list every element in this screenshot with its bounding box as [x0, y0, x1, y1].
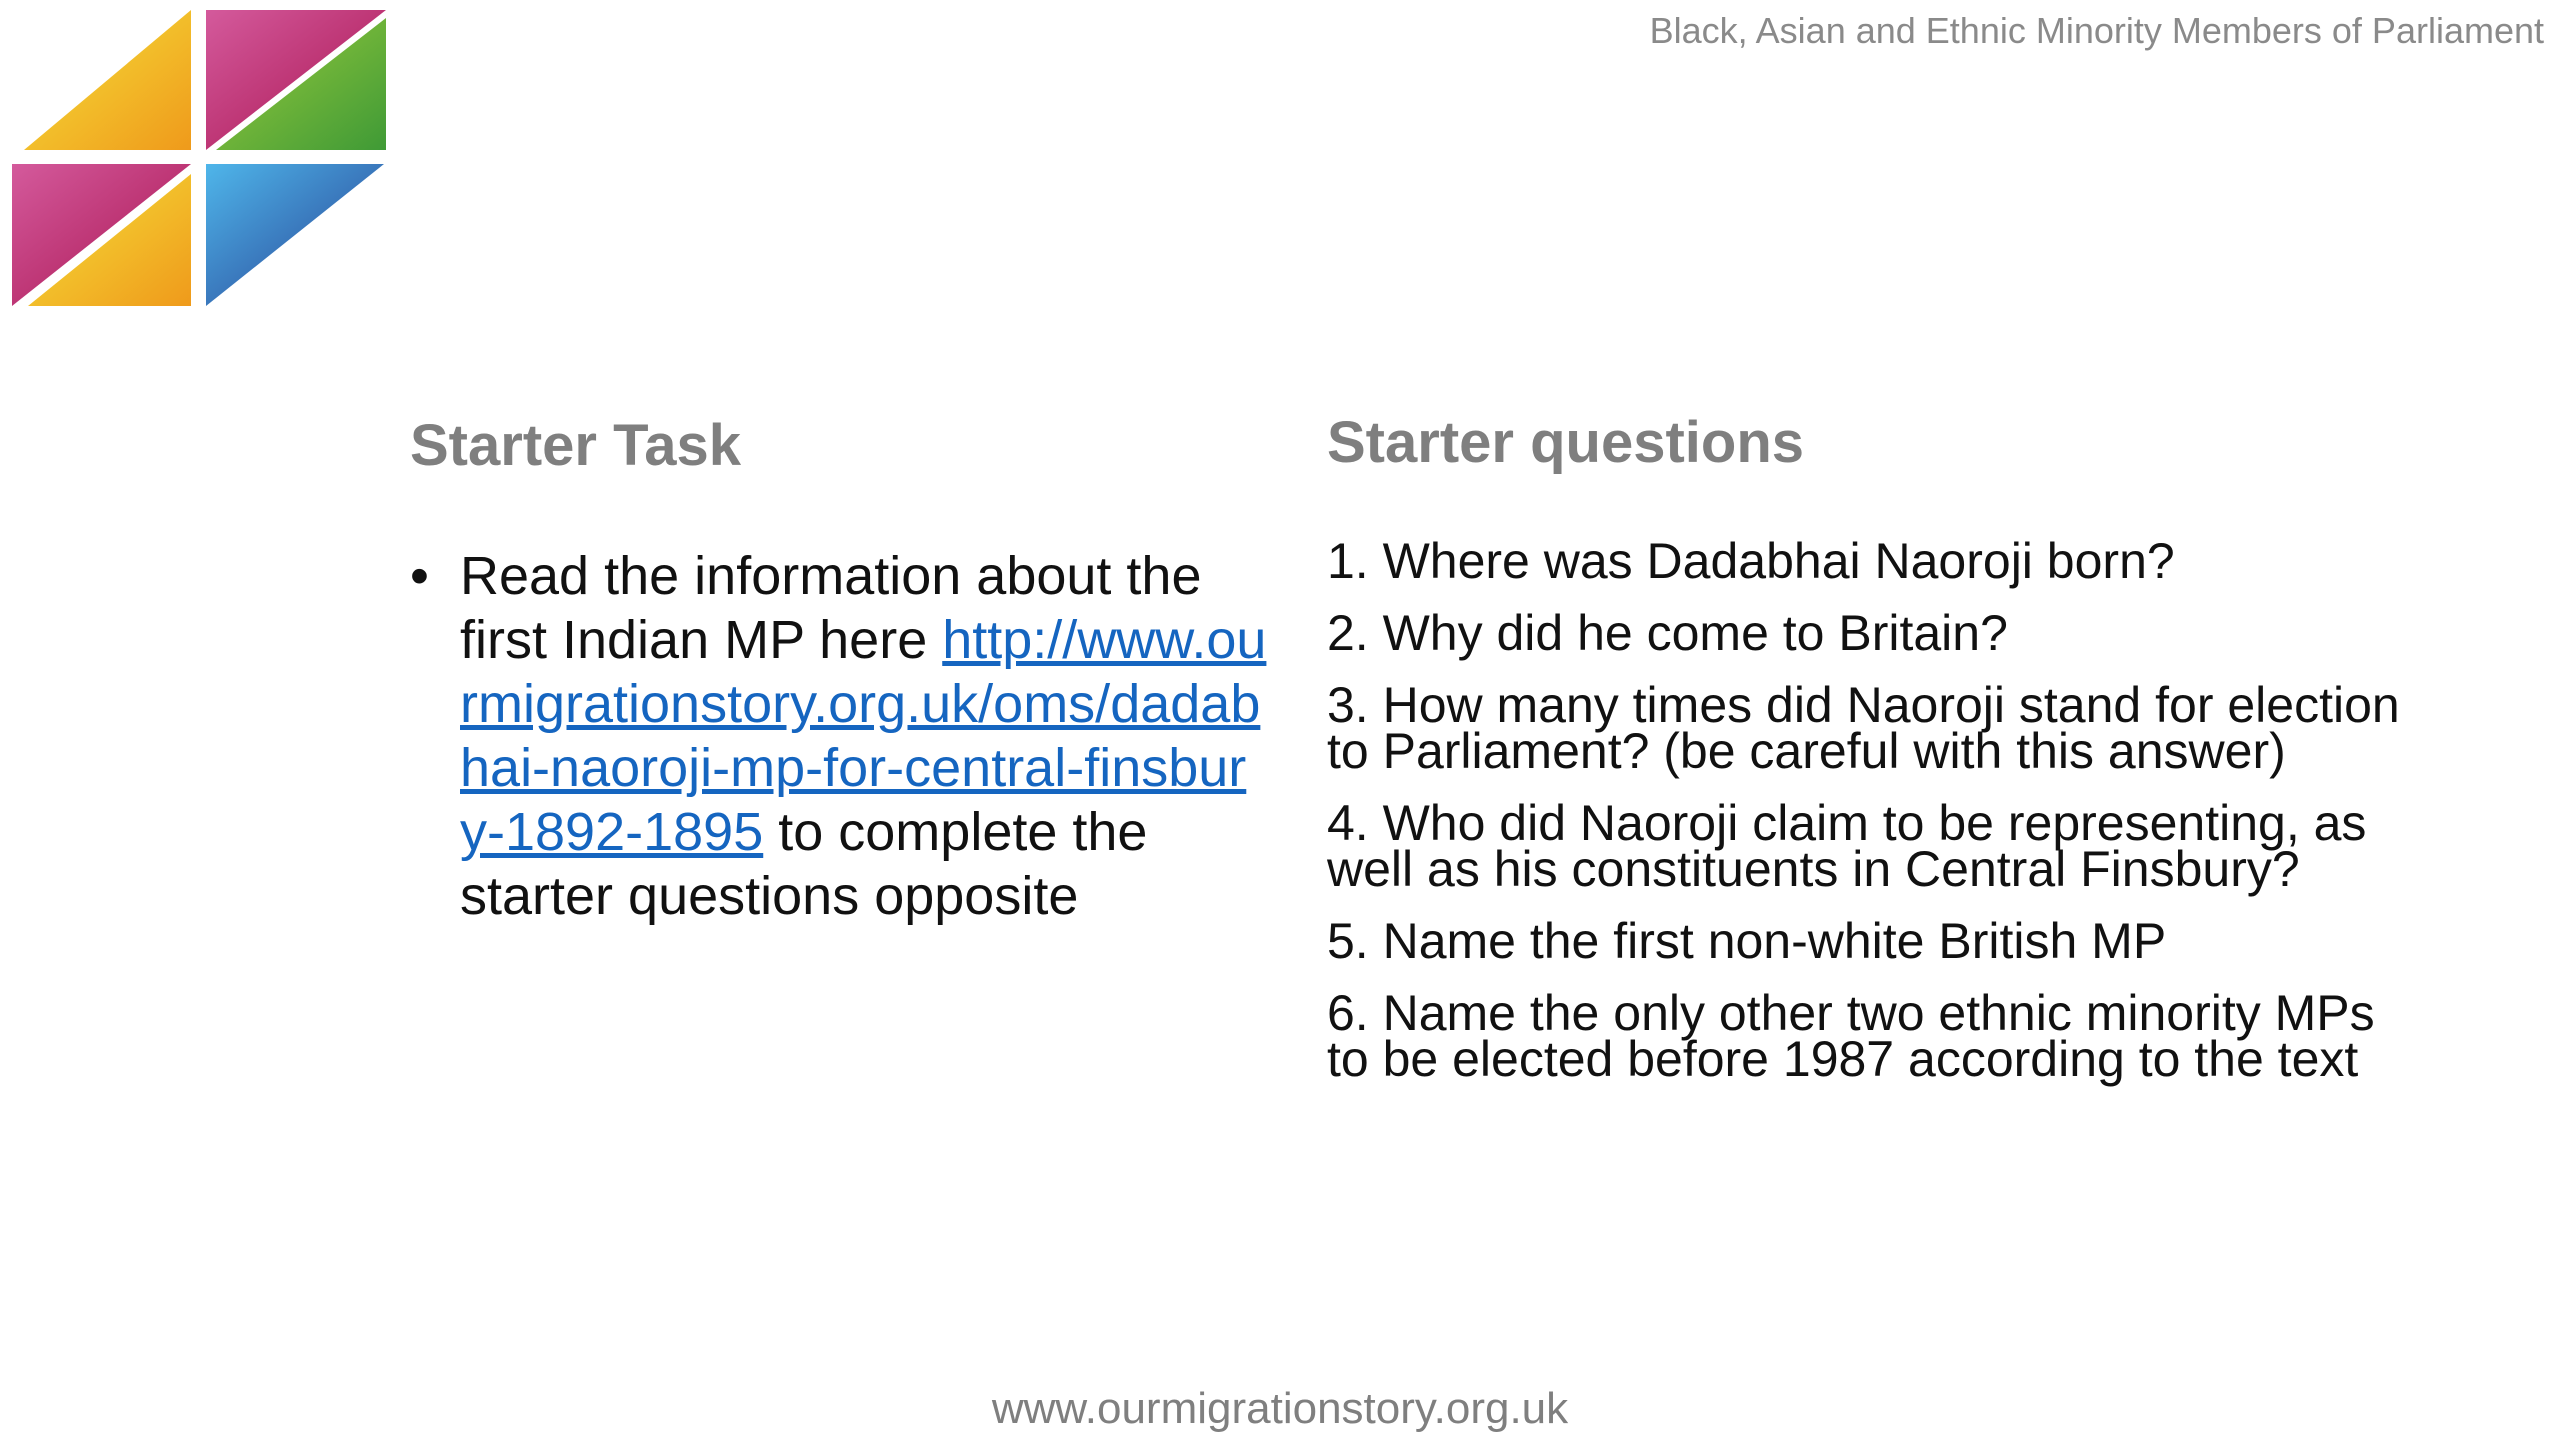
starter-task-body: [410, 544, 1270, 928]
questions-list: [1327, 533, 2427, 1108]
footer-url: www.ourmigrationstory.org.uk: [991, 1384, 1569, 1433]
presentation-title: Black, Asian and Ethnic Minority Members of Parliament: [1649, 10, 2544, 51]
question-item: 2. Why did he come to Britain?: [1327, 605, 2008, 661]
task-text-before: Read the information about the first Indian MP here: [460, 546, 1202, 670]
logo-mark: [8, 4, 392, 312]
question-item: 1. Where was Dadabhai Naoroji born?: [1327, 533, 2175, 589]
question-item: 5. Name the first non-white British MP: [1327, 913, 2167, 969]
bullet: •: [410, 546, 429, 606]
starter-task-heading: Starter Task: [410, 413, 741, 478]
task-text-after: to complete the starter questions opposite: [460, 802, 1148, 926]
question-item: 6. Name the only other two ethnic minority MPs to be elected before 1987 according to the text: [1327, 985, 2375, 1087]
starter-questions-heading: Starter questions: [1327, 410, 1804, 475]
question-item: 3. How many times did Naoroji stand for election to Parliament? (be careful with this answer): [1327, 677, 2400, 779]
starter-task-text: [460, 544, 1270, 928]
article-link[interactable]: http://www.ourmigrationstory.org.uk/oms/dadabhai-naoroji-mp-for-central-finsbury-1892-1895: [460, 610, 1267, 862]
question-item: 4. Who did Naoroji claim to be representing, as well as his constituents in Central Finsbury?: [1327, 795, 2367, 897]
